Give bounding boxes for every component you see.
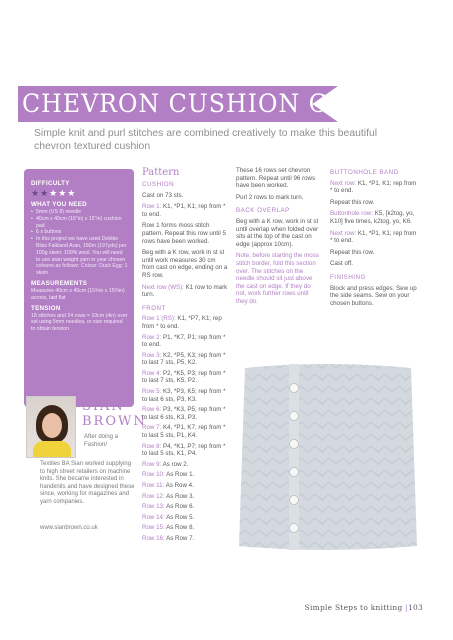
measurements-text: Measures 40cm x 40cm (15¾in x 15¾in) across, laid flat xyxy=(31,287,125,301)
pattern-row: Row 2: P1, *K7, P1; rep from * to end. xyxy=(142,333,226,349)
cushion-heading: CUSHION xyxy=(142,181,175,188)
what-you-need-heading: WHAT YOU NEED xyxy=(31,201,87,208)
pattern-column-1: Pattern CUSHION Cast on 73 sts. Row 1: K1, *P1, K1; rep from * to end. Row 1 forms moss stitch pattern. Repeat this row until 5 rows have been worked. Beg with a K row, work in st st until work measures 30 cm from cast on edge, ending on a RS row. Next row (WS): K1 row to mark turn. FRONT Row 1 (RS): K1, *P7, K1; rep from * to end. Row 2: P1, *K7, P1; rep from * to end. Row 3: K2, *P5, K3; rep from * to last 7 sts, P5, K2. Row 4: P2, *K5, P3; rep from * to last 7 sts, K5, P2. Row 5: K3, *P3, K5; rep from * to last 6 sts, P3, K3. Row 6: P3, *K3, P5; rep from * to last 6 sts, K3, P3. Row 7: K4, *P1, K7; rep from * to last 5 sts, P1, K4. Row 8: P4, *K1, P7; rep from * to last 5 sts, K1, P4. Row 9: As row 2. Row 10: As Row 1. Row 11: As Row 4. Row 12: As Row 3. Row 13: As Row 6. Row 14: As Row 5. Row 15: As Row 8. Row 16: As Row 7. xyxy=(142,167,228,542)
difficulty-rating xyxy=(31,188,128,198)
list-item: • In this project we have used Debbie Bliss Falkland Aran, 180m (197yds) per 100g skein; 100% wool. You will need to use aran weight yarn in your chosen colourw as follows: Colour: Duck Egg: 1 skein xyxy=(31,236,128,277)
measurements-heading: MEASUREMENTS xyxy=(31,279,88,287)
finishing-heading: FINISHING xyxy=(330,273,366,281)
author-name: SIAN BROWN xyxy=(82,399,147,429)
cushion-illustration xyxy=(231,360,424,556)
front-rows xyxy=(142,315,228,542)
pattern-row: Row 4: P2, *K5, P3; rep from * to last 7 sts, K5, P2. xyxy=(142,369,226,385)
star-icon-filled: ★★ xyxy=(31,188,50,198)
pattern-heading: Pattern xyxy=(142,167,180,178)
difficulty-heading: DIFFICULTY xyxy=(31,180,70,187)
pattern-row: Row 16: As Row 7. xyxy=(142,534,195,542)
note-text: Note, before starting the moss stitch border, fold this section over. The stitches on the needle should sit just above the cast on edge. If they do not, work further rows until they do. xyxy=(236,252,319,305)
author-bio: Textiles BA Sian worked supplying to high street retailers on machine knits. She became interested in handknits and have designed these since, working for magazines and yarn companies. xyxy=(40,461,135,505)
tension-heading: TENSION xyxy=(31,304,61,312)
materials-list xyxy=(31,209,128,277)
pattern-row: Row 11: As Row 4. xyxy=(142,482,194,489)
list-item: • 40cm x 40cm (15"in) x 15"in) cushion pad xyxy=(31,216,128,230)
pattern-row: Row 1 (RS): K1, *P7, K1; rep from * to end. xyxy=(142,315,222,330)
star-icon-empty: ★★★ xyxy=(49,188,77,198)
author-website: www.sianbrown.co.uk xyxy=(40,525,98,531)
pattern-row: Row 9: As row 2. xyxy=(142,460,189,468)
author-bio-start: After doing a Fashion/ xyxy=(84,434,119,448)
front-heading: FRONT xyxy=(142,304,166,312)
page-title: CHEVRON CUSHION COVER xyxy=(22,89,403,118)
tension-text: 18 stitches and 24 rows = 10cm (4in) over sst using 5mm needles, or size required to obtain tension xyxy=(31,312,128,333)
pattern-column-2: These 16 rows set chevron pattern. Repeat until 96 rows have been worked. Purl 2 rows to mark turn. BACK OVERLAP Beg with a K row, work in st st until overlap when folded over sits at the top of the cast on edge (approx 10cm). Note, before starting the moss stitch border, fold this section over. The stitches on the needle should sit just above the cast on edge. If they do not, work further rows until they do. xyxy=(236,167,319,305)
pattern-row: Row 7: K4, *P1, K7; rep from * to last 5 sts, P1, K4. xyxy=(142,424,226,440)
buttonhole-band-heading: BUTTONHOLE BAND xyxy=(330,169,399,176)
list-item: • 5mm (US 8) needle xyxy=(31,209,128,216)
pattern-row: Row 3: K2, *P5, K3; rep from * to last 7 sts, P5, K2. xyxy=(142,351,226,367)
pattern-row: Row 8: P4, *K1, P7; rep from * to last 5 sts, K1, P4. xyxy=(142,442,226,458)
back-overlap-heading: BACK OVERLAP xyxy=(236,207,290,215)
page-footer: Simple Steps to knitting |103 xyxy=(304,603,423,612)
pattern-row: Row 6: P3, *K3, P5; rep from * to last 6 sts, K3, P3. xyxy=(142,406,226,421)
pattern-row: Row 14: As Row 5. xyxy=(142,513,195,521)
author-photo xyxy=(26,396,76,458)
page-number: 103 xyxy=(407,603,423,612)
page-top-margin xyxy=(0,0,453,70)
pattern-row: Row 12: As Row 3. xyxy=(142,492,195,500)
cushion-photo xyxy=(231,360,424,556)
pattern-row: Row 5: K3, *P3, K5; rep from * to last 6 sts, P3, K3. xyxy=(142,388,226,403)
info-sidebar xyxy=(24,169,134,407)
pattern-row: Row 10: As Row 1. xyxy=(142,471,195,479)
intro-text: Simple knit and purl stitches are combined creatively to make this beautiful chevron textured cushion xyxy=(34,128,378,152)
pattern-row: Row 15: As Row 8. xyxy=(142,524,195,532)
list-item: • 6 x buttons xyxy=(31,229,128,236)
pattern-row: Row 13: As Row 6. xyxy=(142,503,195,511)
pattern-column-3: BUTTONHOLE BAND Next row: K1, *P1, K1; rep from * to end. Repeat this row. Buttonhole row: K5, [k2tog, yo, K10] five times, k2tog, yo, K6. Next row: K1, *P1, K1; rep from * to end. Repeat this row. Cast off. FINISHING Block and press edges. Sew up the side seams. Sew on your chosen buttons. xyxy=(330,167,420,311)
